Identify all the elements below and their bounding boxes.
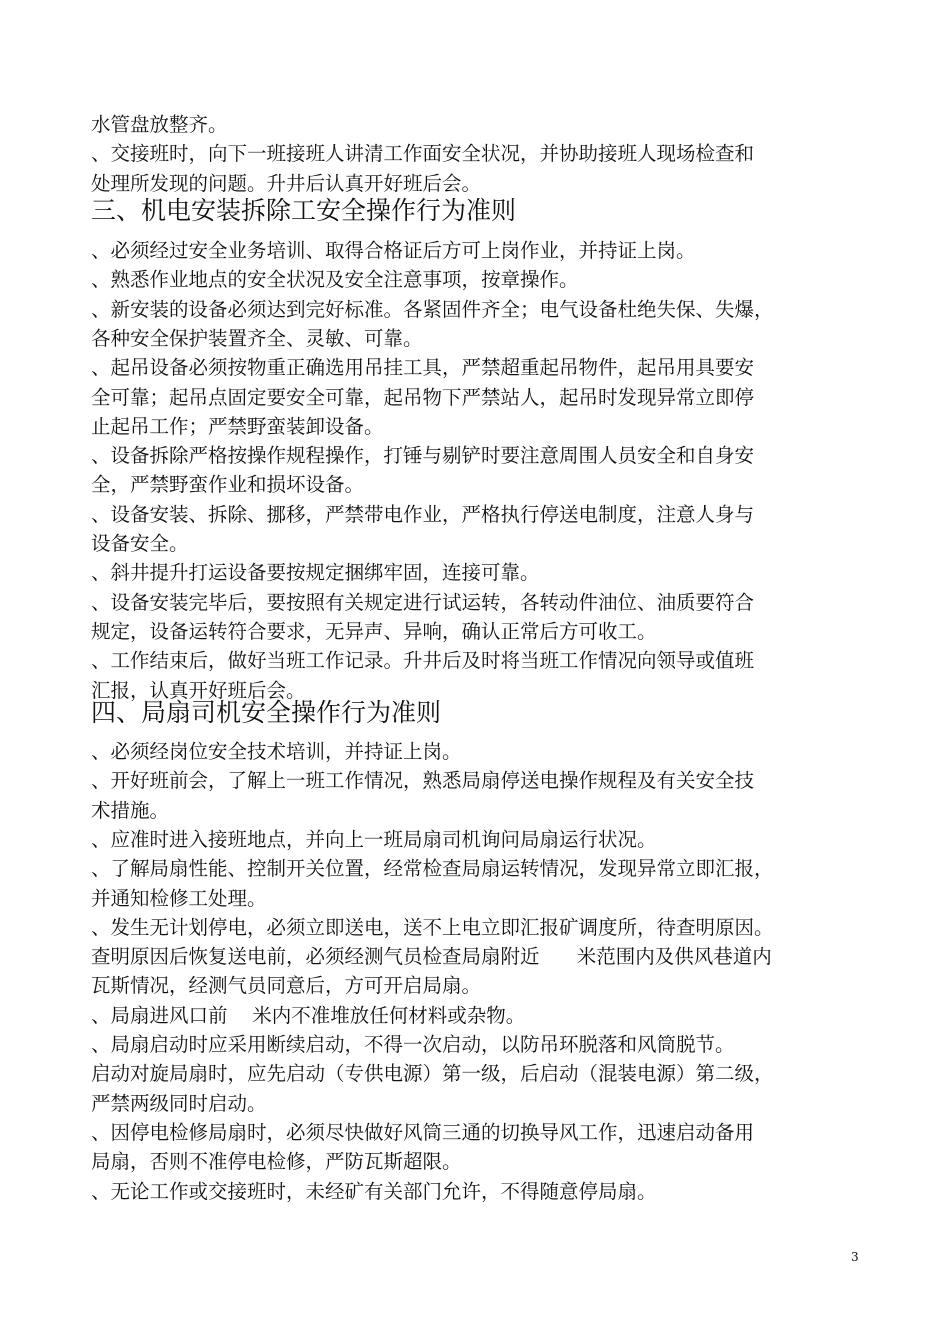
body-line: 各种安全保护装置齐全、灵敏、可靠。: [91, 326, 423, 350]
body-line: 止起吊工作；严禁野蛮装卸设备。: [91, 414, 384, 438]
body-line: 水管盘放整齐。: [91, 113, 228, 136]
body-line: 规定，设备运转符合要求，无异声、异响，确认正常后方可收工。: [91, 619, 657, 643]
body-line: 、交接班时，向下一班接班人讲清工作面安全状况，并协助接班人现场检查和: [91, 142, 755, 166]
body-line: 严禁两级同时启动。: [91, 1091, 267, 1115]
body-line: 、了解局扇性能、控制开关位置，经常检查局扇运转情况，发现异常立即汇报，: [91, 857, 774, 881]
body-line: 、必须经过安全业务培训、取得合格证后方可上岗作业，并持证上岗。: [91, 239, 696, 262]
body-line: 、发生无计划停电，必须立即送电，送不上电立即汇报矿调度所，待查明原因。: [91, 915, 774, 939]
body-line: 全，严禁野蛮作业和损坏设备。: [91, 473, 365, 497]
page-number: 3: [851, 1250, 859, 1264]
body-line: 、工作结束后，做好当班工作记录。升井后及时将当班工作情况向领导或值班: [91, 649, 755, 673]
body-line: 查明原因后恢复送电前，必须经测气员检查局扇附近 米范围内及供风巷道内: [91, 945, 772, 969]
body-line: 、必须经岗位安全技术培训，并持证上岗。: [91, 740, 462, 763]
body-line: 、设备安装完毕后，要按照有关规定进行试运转，各转动件油位、油质要符合: [91, 590, 755, 614]
section-heading: 四、局扇司机安全操作行为准则: [91, 698, 442, 727]
body-line: 全可靠；起吊点固定要安全可靠，起吊物下严禁站人，起吊时发现异常立即停: [91, 385, 755, 409]
body-line: 、起吊设备必须按物重正确选用吊挂工具，严禁超重起吊物件，起吊用具要安: [91, 356, 755, 380]
body-line: 、因停电检修局扇时，必须尽快做好风筒三通的切换导风工作，迅速启动备用: [91, 1120, 755, 1144]
body-line: 局扇，否则不准停电检修，严防瓦斯超限。: [91, 1150, 462, 1174]
body-line: 、熟悉作业地点的安全状况及安全注意事项，按章操作。: [91, 268, 579, 292]
body-line: 启动对旋局扇时，应先启动（专供电源）第一级，后启动（混装电源）第二级，: [91, 1062, 774, 1086]
body-line: 、设备安装、拆除、挪移，严禁带电作业，严格执行停送电制度，注意人身与: [91, 502, 755, 526]
body-line: 、无论工作或交接班时，未经矿有关部门允许，不得随意停局扇。: [91, 1179, 657, 1203]
body-line: 、应准时进入接班地点，并向上一班局扇司机询问局扇运行状况。: [91, 827, 657, 851]
body-line: 、新安装的设备必须达到完好标准。各紧固件齐全；电气设备杜绝失保、失爆，: [91, 297, 774, 321]
body-line: 设备安全。: [91, 532, 189, 555]
body-line: 、局扇启动时应采用断续启动，不得一次启动，以防吊环脱落和风筒脱节。: [91, 1033, 735, 1056]
body-line: 处理所发现的问题。升井后认真开好班后会。: [91, 171, 482, 195]
body-line: 术措施。: [91, 798, 170, 822]
body-line: 汇报，认真开好班后会。: [91, 678, 306, 702]
body-line: 、设备拆除严格按操作规程操作，打锤与剔铲时要注意周围人员安全和自身安: [91, 444, 755, 468]
body-line: 、斜井提升打运设备要按规定捆绑牢固，连接可靠。: [91, 561, 540, 585]
body-line: 、开好班前会，了解上一班工作情况，熟悉局扇停送电操作规程及有关安全技: [91, 769, 755, 793]
body-line: 瓦斯情况，经测气员同意后，方可开启局扇。: [91, 974, 482, 998]
body-line: 并通知检修工处理。: [91, 886, 267, 910]
body-line: 、局扇进风口前 米内不准堆放任何材料或杂物。: [91, 1003, 526, 1027]
section-heading: 三、机电安装拆除工安全操作行为准则: [91, 196, 517, 225]
